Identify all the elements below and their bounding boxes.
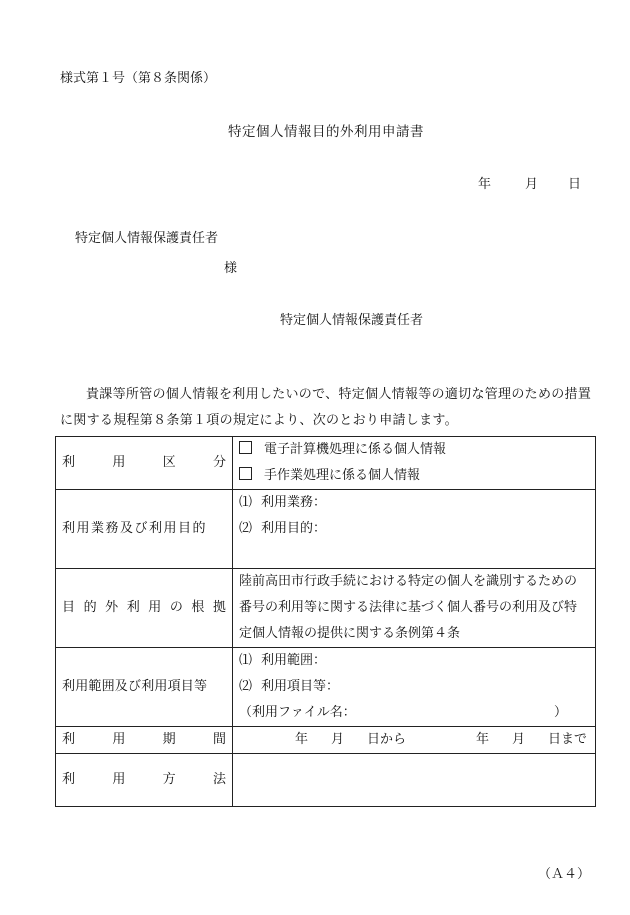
- option-computer[interactable]: [239, 437, 589, 463]
- option-label: 手作業処理に係る個人情報: [264, 468, 421, 483]
- period-to-day: 日まで: [547, 732, 587, 747]
- label-char: の: [169, 600, 183, 615]
- form-number: 様式第１号（第８条関係）: [60, 71, 217, 86]
- option-manual[interactable]: [239, 463, 589, 489]
- period-to-month: 月: [511, 732, 525, 747]
- document-title: 特定個人情報目的外利用申請書: [228, 124, 424, 140]
- scope-items-field[interactable]: [239, 674, 589, 700]
- period-from-month: 月: [331, 732, 345, 747]
- period-from-year: 年: [295, 732, 309, 747]
- paper-size: （Ａ４）: [538, 867, 591, 882]
- label-char: 用: [112, 455, 126, 470]
- row-basis: [56, 569, 596, 648]
- checkbox-icon[interactable]: [239, 467, 252, 480]
- row-purpose: [56, 490, 596, 569]
- honorific: 様: [224, 261, 238, 276]
- scope-label: [56, 648, 233, 727]
- label-char: 利: [62, 455, 76, 470]
- item-label: 利用項目等：: [261, 679, 340, 694]
- basis-text: [233, 569, 596, 648]
- row-scope: [56, 648, 596, 727]
- label-char: 目: [62, 600, 76, 615]
- addressee: 特定個人情報保護責任者: [75, 231, 219, 246]
- label-char: 用: [148, 600, 162, 615]
- label-char: 方: [162, 772, 176, 787]
- purpose-label: [56, 490, 233, 569]
- label-char: 用: [112, 772, 126, 787]
- label-char: 利: [62, 732, 76, 747]
- item-number: ⑴: [239, 495, 253, 510]
- option-label: 電子計算機処理に係る個人情報: [264, 442, 447, 457]
- period-label: [56, 727, 233, 754]
- basis-line: 定個人情報の提供に関する条例第４条: [239, 626, 461, 641]
- date-month: 月: [525, 177, 539, 192]
- label-char: 間: [212, 732, 226, 747]
- date-year: 年: [478, 177, 492, 192]
- label-char: 区: [162, 455, 176, 470]
- scope-range-field[interactable]: [239, 648, 589, 674]
- basis-line: 番号の利用等に関する法律に基づく個人番号の利用及び特: [239, 600, 578, 615]
- row-period: [56, 727, 596, 754]
- method-field[interactable]: [233, 754, 596, 807]
- item-number: ⑵: [239, 521, 253, 536]
- basis-line: 陸前高田市行政手続における特定の個人を識別するための: [239, 574, 578, 589]
- checkbox-icon[interactable]: [239, 441, 252, 454]
- label-char: 利: [62, 772, 76, 787]
- row-category: [56, 437, 596, 490]
- date-line: [478, 178, 581, 191]
- row-method: [56, 754, 596, 807]
- label-char: 用: [112, 732, 126, 747]
- period-from-day: 日から: [367, 732, 407, 747]
- scope-fields: [233, 648, 596, 727]
- scope-file-field[interactable]: [239, 700, 589, 726]
- label-char: 的: [83, 600, 97, 615]
- label-char: 法: [212, 772, 226, 787]
- label-char: 期: [162, 732, 176, 747]
- item-number: ⑴: [239, 653, 253, 668]
- period-fields[interactable]: [233, 727, 596, 754]
- purpose-fields: [233, 490, 596, 569]
- intro-paragraph: 貴課等所管の個人情報を利用したいので、特定個人情報等の適切な管理のための措置に関する規程第８条第１項の規定により、次のとおり申請します。: [60, 387, 592, 428]
- label-char: 利: [126, 600, 140, 615]
- label-char: 外: [105, 600, 119, 615]
- item-number: ⑵: [239, 679, 253, 694]
- application-table: [55, 436, 596, 807]
- method-label: [56, 754, 233, 807]
- label-char: 根: [191, 600, 205, 615]
- item-label: 利用目的：: [261, 521, 327, 536]
- label-char: 分: [212, 455, 226, 470]
- label-char: 拠: [212, 600, 226, 615]
- applicant: 特定個人情報保護責任者: [280, 313, 424, 328]
- purpose-business-field[interactable]: [239, 490, 589, 516]
- purpose-goal-field[interactable]: [239, 516, 589, 542]
- file-name-close: ）: [553, 705, 567, 720]
- item-label: 利用業務：: [261, 495, 327, 510]
- scope-label-text: 利用範囲及び利用項目等: [62, 679, 208, 694]
- category-label: [56, 437, 233, 490]
- item-label: 利用範囲：: [261, 653, 327, 668]
- period-to-year: 年: [475, 732, 489, 747]
- file-name-open: （利用ファイル名：: [239, 705, 356, 720]
- category-options: [233, 437, 596, 490]
- purpose-label-text: 利用業務及び利用目的: [62, 521, 208, 536]
- date-day: 日: [568, 177, 582, 192]
- basis-label: [56, 569, 233, 648]
